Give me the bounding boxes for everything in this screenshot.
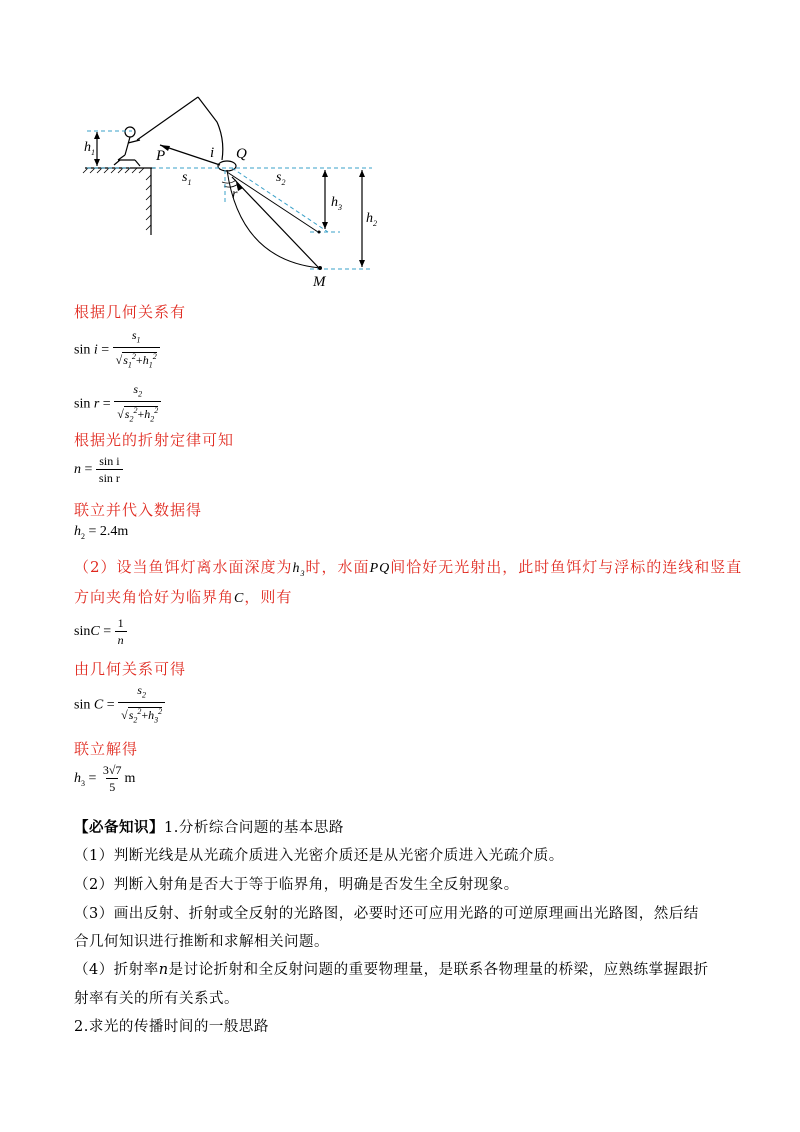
- text-geom-relation: 根据几何关系有: [74, 303, 187, 321]
- knowledge-heading-2: 2.求光的传播时间的一般思路: [74, 1019, 269, 1035]
- knowledge-item-4b: 射率有关的所有关系式。: [74, 991, 239, 1007]
- text-geom-relation2: 由几何关系可得: [74, 660, 187, 678]
- equation-sin-r: sin r = $\frac{s_2}{√s_2^2+h_2^2}$: [74, 382, 161, 427]
- label-M: M: [313, 274, 326, 290]
- text-part2-line2: 方向夹角恰好为临界角C，则有: [74, 588, 293, 606]
- equation-sinC-1: sinC = $\frac{1}{n}$: [74, 616, 127, 648]
- knowledge-item-3b: 合几何知识进行推断和求解相关问题。: [74, 934, 329, 950]
- equation-h2: $h_2 = 2.4m$: [74, 524, 129, 541]
- label-h1: $h_1$: [84, 140, 95, 157]
- knowledge-item-2: （2）判断入射角是否大于等于临界角，明确是否发生全反射现象。: [74, 877, 519, 893]
- label-i: i: [210, 145, 215, 161]
- text-combine-solve: 联立解得: [74, 740, 139, 758]
- knowledge-item-4a: （4）折射率n是讨论折射和全反射问题的重要物理量，是联系各物理量的桥梁，应熟练掌握跟折: [74, 962, 709, 978]
- label-P: P: [156, 148, 166, 164]
- text-part2-line1: （2）设当鱼饵灯离水面深度为$h_3$时，水面PQ间恰好无光射出，此时鱼饵灯与浮标的连线和竖直: [74, 558, 743, 578]
- label-s1: $s_1$: [182, 170, 192, 187]
- label-h2: $h_2$: [366, 211, 377, 228]
- knowledge-item-1: （1）判断光线是从光疏介质进入光密介质还是从光密介质进入光疏介质。: [74, 848, 564, 864]
- equation-h3: $h_3$ = $\frac{3√7}{5}$ m: [74, 763, 136, 794]
- label-h3: $h_3$: [331, 195, 342, 212]
- equation-sin-i: sin i = $\frac{s_1}{√s_1^2+h_1^2}$: [74, 328, 160, 373]
- label-s2: $s_2$: [276, 170, 286, 187]
- knowledge-heading: 【必备知识】1.分析综合问题的基本思路: [74, 819, 344, 836]
- label-r: r: [232, 187, 238, 202]
- knowledge-item-3a: （3）画出反射、折射或全反射的光路图，必要时还可应用光路的可逆原理画出光路图，然后结: [74, 906, 699, 922]
- text-combine-data: 联立并代入数据得: [74, 501, 203, 519]
- label-Q: Q: [236, 146, 247, 162]
- text-refraction-law: 根据光的折射定律可知: [74, 431, 235, 449]
- equation-n: n = $\frac{\text{sin i}}{\text{sin r}}$: [74, 454, 123, 486]
- equation-sinC-2: sin C = $\frac{s_2}{√s_2^2+h_3^2}$: [74, 683, 165, 728]
